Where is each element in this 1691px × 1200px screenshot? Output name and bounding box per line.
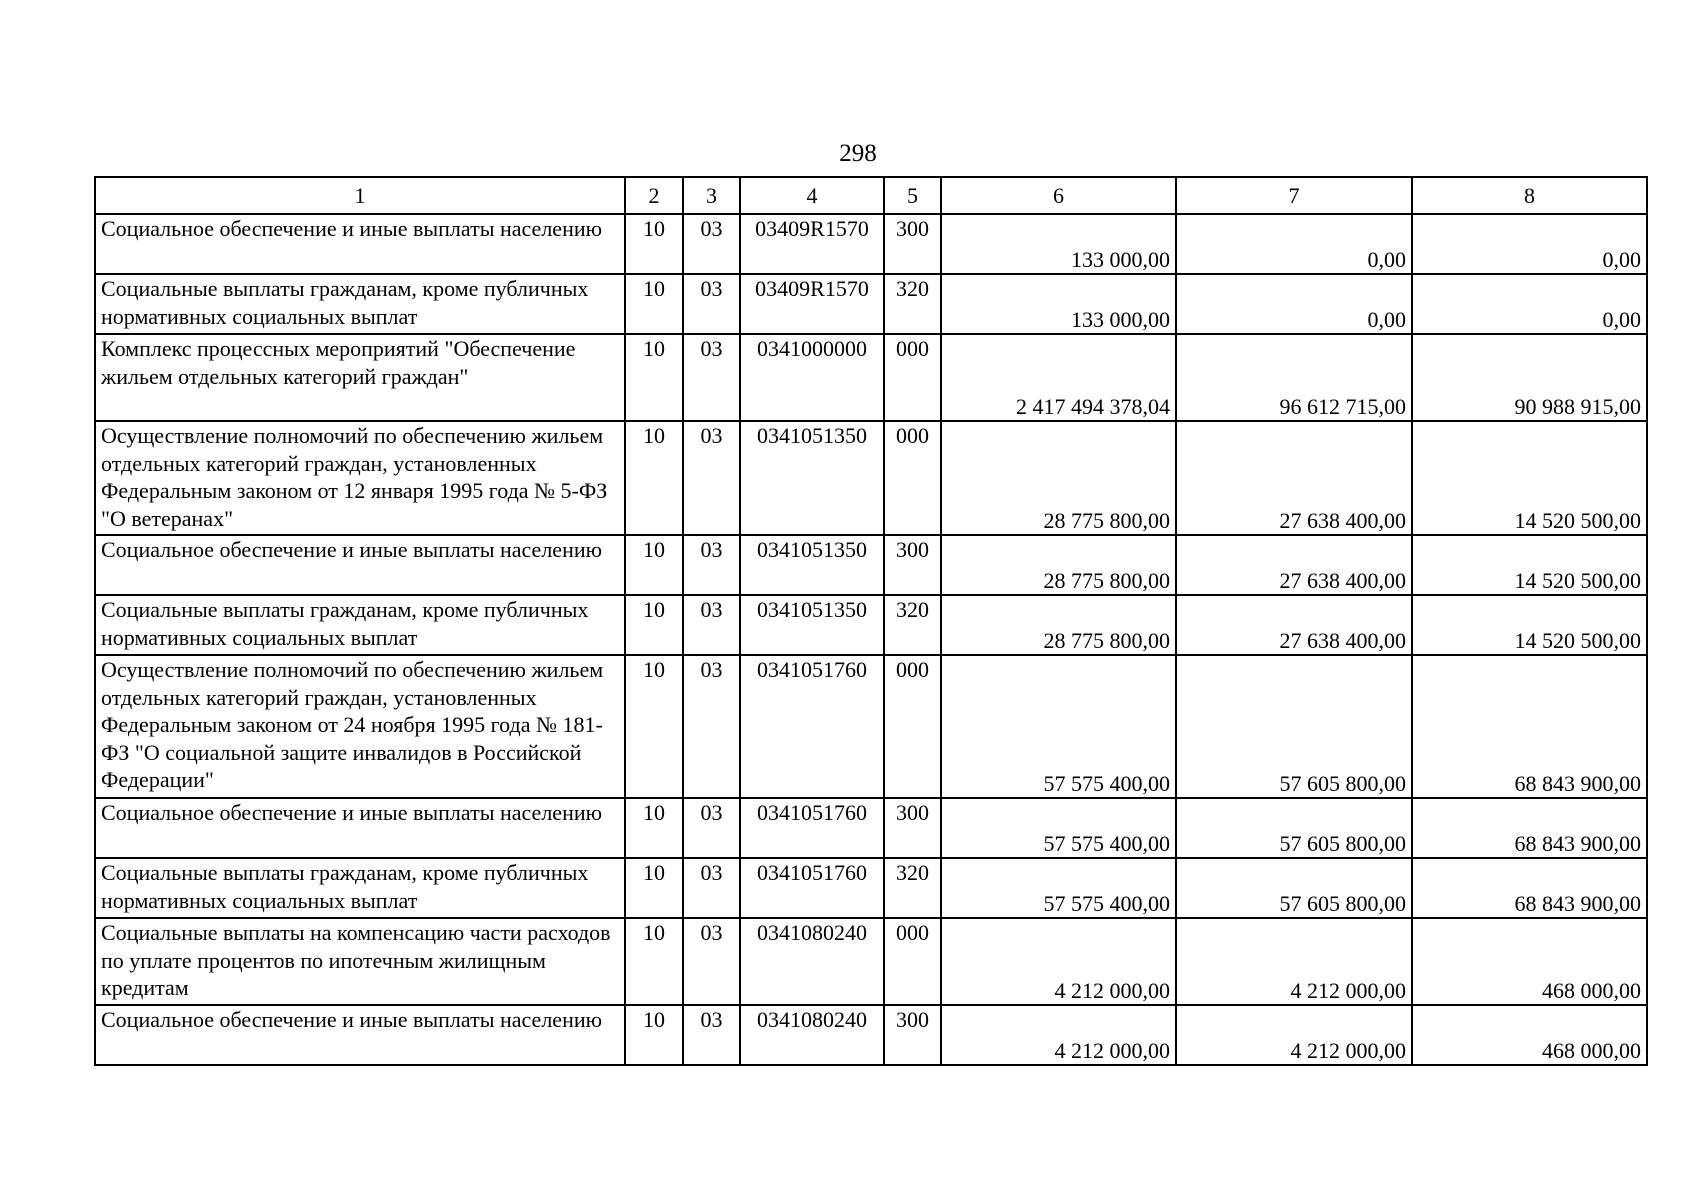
amount-cell: 0,00 — [1176, 214, 1412, 274]
amount-cell: 57 575 400,00 — [941, 798, 1176, 858]
section-code-cell: 10 — [625, 858, 683, 918]
target-article-cell: 0341051350 — [740, 535, 884, 595]
header-cell: 2 — [625, 177, 683, 214]
expense-type-cell: 320 — [884, 858, 941, 918]
header-row — [95, 177, 1647, 214]
target-article-cell: 03409R1570 — [740, 214, 884, 274]
subsection-code-cell: 03 — [683, 858, 740, 918]
subsection-code-cell: 03 — [683, 655, 740, 798]
subsection-code-cell: 03 — [683, 535, 740, 595]
section-code-cell: 10 — [625, 1005, 683, 1065]
table-row — [95, 798, 1647, 858]
table-row — [95, 1005, 1647, 1065]
target-article-cell: 0341051350 — [740, 595, 884, 655]
expense-type-cell: 000 — [884, 334, 941, 421]
row-name-cell: Социальное обеспечение и иные выплаты населению — [95, 214, 625, 274]
amount-cell: 57 605 800,00 — [1176, 798, 1412, 858]
section-code-cell: 10 — [625, 334, 683, 421]
expense-type-cell: 320 — [884, 274, 941, 334]
amount-cell: 0,00 — [1176, 274, 1412, 334]
table-row — [95, 918, 1647, 1005]
row-name-cell: Социальное обеспечение и иные выплаты населению — [95, 535, 625, 595]
target-article-cell: 0341051760 — [740, 798, 884, 858]
amount-cell: 468 000,00 — [1412, 1005, 1647, 1065]
expense-type-cell: 000 — [884, 421, 941, 535]
amount-cell: 68 843 900,00 — [1412, 655, 1647, 798]
header-cell: 6 — [941, 177, 1176, 214]
amount-cell: 57 575 400,00 — [941, 858, 1176, 918]
target-article-cell: 0341051760 — [740, 858, 884, 918]
amount-cell: 28 775 800,00 — [941, 535, 1176, 595]
amount-cell: 96 612 715,00 — [1176, 334, 1412, 421]
expense-type-cell: 000 — [884, 918, 941, 1005]
amount-cell: 468 000,00 — [1412, 918, 1647, 1005]
section-code-cell: 10 — [625, 655, 683, 798]
amount-cell: 4 212 000,00 — [1176, 1005, 1412, 1065]
subsection-code-cell: 03 — [683, 918, 740, 1005]
header-cell: 4 — [740, 177, 884, 214]
header-cell: 8 — [1412, 177, 1647, 214]
subsection-code-cell: 03 — [683, 214, 740, 274]
subsection-code-cell: 03 — [683, 1005, 740, 1065]
page-number: 298 — [839, 140, 877, 167]
subsection-code-cell: 03 — [683, 798, 740, 858]
row-name-cell: Социальное обеспечение и иные выплаты населению — [95, 798, 625, 858]
amount-cell: 68 843 900,00 — [1412, 858, 1647, 918]
row-name-cell: Социальные выплаты гражданам, кроме публичных нормативных социальных выплат — [95, 595, 625, 655]
amount-cell: 27 638 400,00 — [1176, 535, 1412, 595]
expense-type-cell: 300 — [884, 1005, 941, 1065]
row-name-cell: Социальные выплаты на компенсацию части расходов по уплате процентов по ипотечным жилищным кредитам — [95, 918, 625, 1005]
section-code-cell: 10 — [625, 798, 683, 858]
amount-cell: 90 988 915,00 — [1412, 334, 1647, 421]
expense-type-cell: 000 — [884, 655, 941, 798]
header-cell: 1 — [95, 177, 625, 214]
target-article-cell: 0341051350 — [740, 421, 884, 535]
amount-cell: 133 000,00 — [941, 214, 1176, 274]
table-row — [95, 421, 1647, 535]
row-name-cell: Осуществление полномочий по обеспечению жильем отдельных категорий граждан, установленных Федеральным законом от 12 января 1995 года № 5-ФЗ "О ветеранах" — [95, 421, 625, 535]
target-article-cell: 0341051760 — [740, 655, 884, 798]
amount-cell: 4 212 000,00 — [941, 918, 1176, 1005]
table-row — [95, 655, 1647, 798]
row-name-cell: Социальные выплаты гражданам, кроме публичных нормативных социальных выплат — [95, 274, 625, 334]
row-name-cell: Социальное обеспечение и иные выплаты населению — [95, 1005, 625, 1065]
amount-cell: 133 000,00 — [941, 274, 1176, 334]
amount-cell: 57 605 800,00 — [1176, 858, 1412, 918]
amount-cell: 68 843 900,00 — [1412, 798, 1647, 858]
target-article-cell: 03409R1570 — [740, 274, 884, 334]
amount-cell: 28 775 800,00 — [941, 421, 1176, 535]
section-code-cell: 10 — [625, 595, 683, 655]
table-row — [95, 858, 1647, 918]
table-row — [95, 595, 1647, 655]
target-article-cell: 0341000000 — [740, 334, 884, 421]
expense-type-cell: 300 — [884, 214, 941, 274]
target-article-cell: 0341080240 — [740, 1005, 884, 1065]
subsection-code-cell: 03 — [683, 334, 740, 421]
amount-cell: 2 417 494 378,04 — [941, 334, 1176, 421]
row-name-cell: Осуществление полномочий по обеспечению жильем отдельных категорий граждан, установленных Федеральным законом от 24 ноября 1995 года № 181-ФЗ "О социальной защите инвалидов в Российской Федерации" — [95, 655, 625, 798]
header-cell: 7 — [1176, 177, 1412, 214]
amount-cell: 27 638 400,00 — [1176, 421, 1412, 535]
subsection-code-cell: 03 — [683, 274, 740, 334]
section-code-cell: 10 — [625, 274, 683, 334]
expense-type-cell: 300 — [884, 798, 941, 858]
target-article-cell: 0341080240 — [740, 918, 884, 1005]
row-name-cell: Комплекс процессных мероприятий "Обеспечение жильем отдельных категорий граждан" — [95, 334, 625, 421]
expense-type-cell: 320 — [884, 595, 941, 655]
subsection-code-cell: 03 — [683, 595, 740, 655]
header-cell: 3 — [683, 177, 740, 214]
amount-cell: 28 775 800,00 — [941, 595, 1176, 655]
table-row — [95, 274, 1647, 334]
amount-cell: 27 638 400,00 — [1176, 595, 1412, 655]
amount-cell: 57 605 800,00 — [1176, 655, 1412, 798]
amount-cell: 57 575 400,00 — [941, 655, 1176, 798]
amount-cell: 4 212 000,00 — [941, 1005, 1176, 1065]
table-row — [95, 334, 1647, 421]
budget-table — [94, 176, 1648, 1066]
amount-cell: 0,00 — [1412, 214, 1647, 274]
table-row — [95, 214, 1647, 274]
section-code-cell: 10 — [625, 535, 683, 595]
row-name-cell: Социальные выплаты гражданам, кроме публичных нормативных социальных выплат — [95, 858, 625, 918]
subsection-code-cell: 03 — [683, 421, 740, 535]
section-code-cell: 10 — [625, 421, 683, 535]
expense-type-cell: 300 — [884, 535, 941, 595]
amount-cell: 14 520 500,00 — [1412, 421, 1647, 535]
section-code-cell: 10 — [625, 214, 683, 274]
amount-cell: 14 520 500,00 — [1412, 595, 1647, 655]
amount-cell: 0,00 — [1412, 274, 1647, 334]
section-code-cell: 10 — [625, 918, 683, 1005]
amount-cell: 14 520 500,00 — [1412, 535, 1647, 595]
table-row — [95, 535, 1647, 595]
header-cell: 5 — [884, 177, 941, 214]
amount-cell: 4 212 000,00 — [1176, 918, 1412, 1005]
